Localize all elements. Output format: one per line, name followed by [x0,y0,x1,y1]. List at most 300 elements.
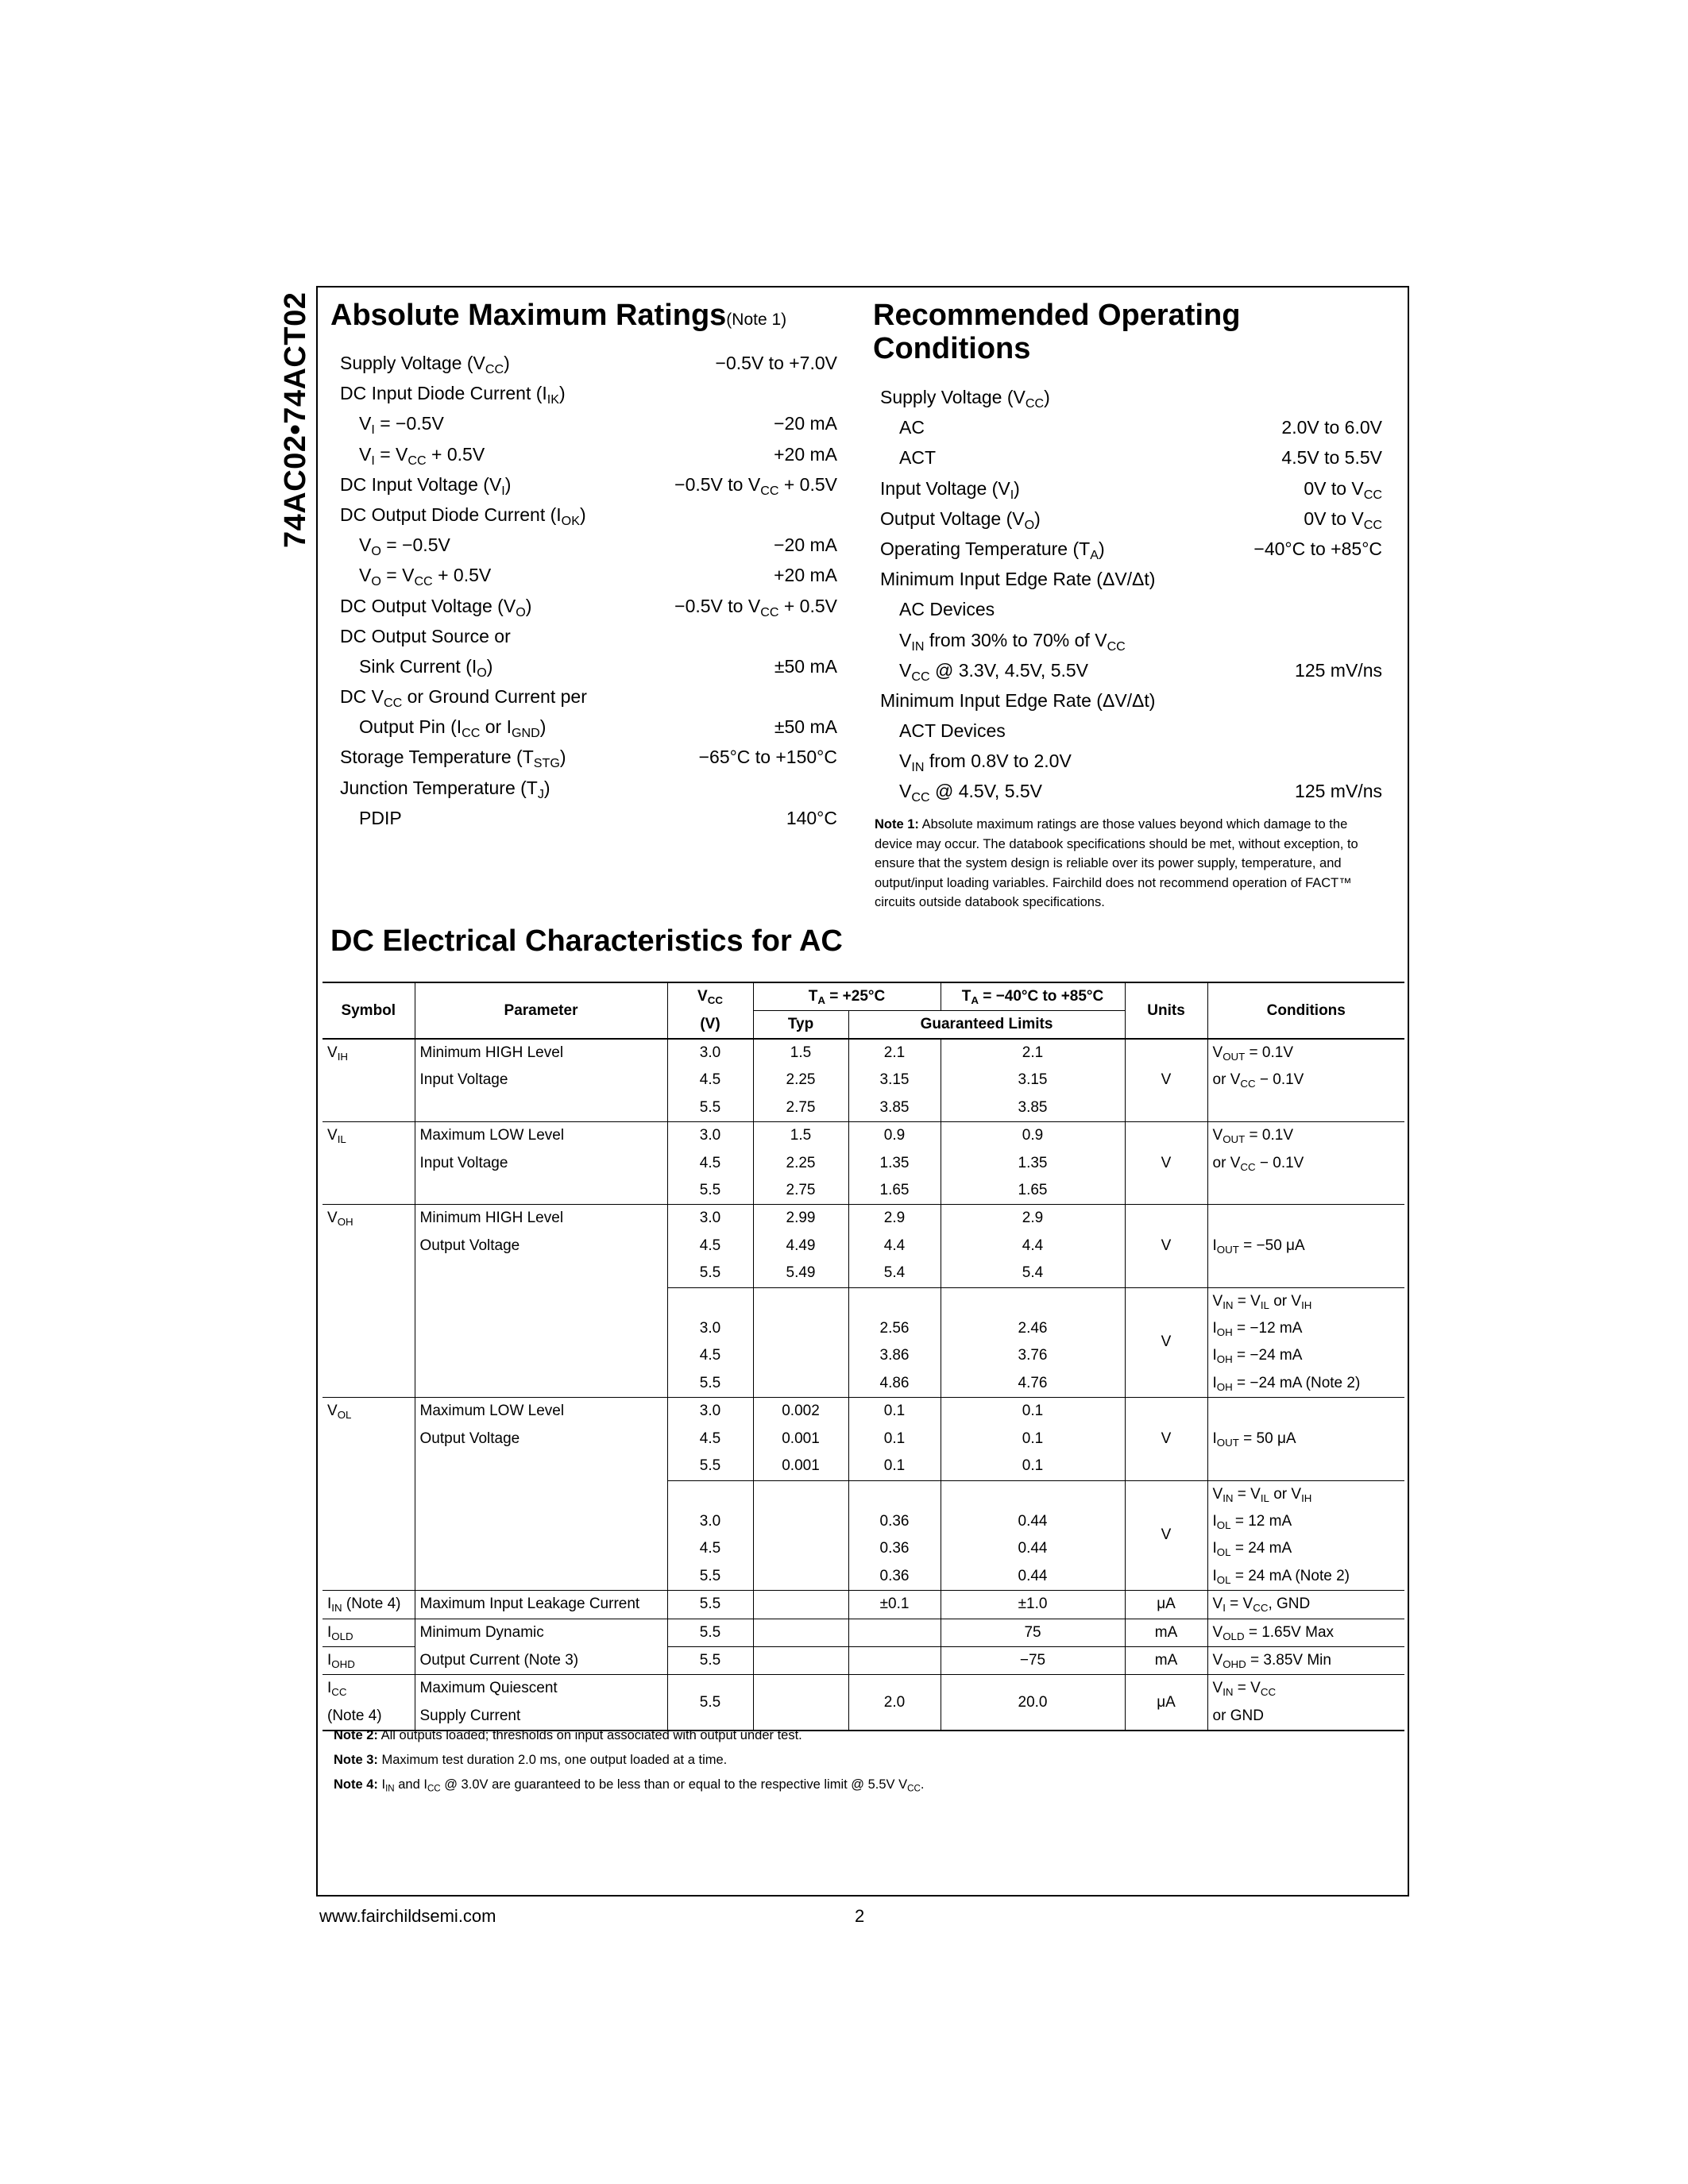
parameter-cell: Output Voltage [415,1233,667,1260]
amr-row [340,500,837,530]
limit-25-cell [848,1480,941,1508]
table-note-text: $I_{IN}$ and $I_{CC}$ @ 3.0V are guaranteed to be less than or equal to the respective limit @ 5.5V $V_{CC}$. [377,1777,925,1794]
roc-label: Supply Voltage $(V_{CC})$ [880,387,1050,411]
part-number-text: 74AC02•74ACT02 [279,291,312,548]
symbol-cell [323,1453,415,1480]
note-1-text: Absolute maximum ratings are those values beyond which damage to the device may occur. The databook specifications should be met, without exception, to ensure that the system design is reliable over its power supply, temperature, and output/input loading variables. Fairchild does not recommend operation of FACT™ circuits outside databook specifications. [875,817,1358,909]
limit-range-cell: 20.0 [941,1675,1125,1731]
conditions-cell: $I_{OH} = -12$ mA [1207,1315,1404,1342]
symbol-cell: $I_{OLD}$ [323,1619,415,1646]
conditions-cell: $I_{OUT} = 50$ μA [1207,1426,1404,1453]
parameter-cell: Output Voltage [415,1426,667,1453]
vcc-cell: 3.0 [667,1205,753,1233]
limit-25-cell: 3.85 [848,1094,941,1122]
symbol-cell [323,1067,415,1094]
typ-cell [753,1480,848,1508]
typ-cell: 2.75 [753,1094,848,1122]
conditions-cell: $I_{OH} = -24$ mA (Note 2) [1207,1370,1404,1398]
symbol-cell [323,1426,415,1453]
parameter-cell: Supply Current [415,1703,667,1731]
table-note-label: Note 3: [334,1753,378,1767]
roc-row [880,412,1382,442]
symbol-cell [323,1370,415,1398]
units-cell: V [1125,1122,1207,1205]
table-row [323,1453,1404,1480]
amr-row [340,712,837,742]
conditions-cell: $I_{OUT} = -50$ μA [1207,1233,1404,1260]
limit-range-cell: 0.44 [941,1535,1125,1562]
units-cell: μA [1125,1675,1207,1731]
limit-25-cell: 2.9 [848,1205,941,1233]
conditions-cell: or $V_{CC} - 0.1V$ [1207,1067,1404,1094]
roc-value: 4.5V to 5.5V [1281,447,1382,469]
vcc-cell [667,1480,753,1508]
symbol-cell: $V_{IL}$ [323,1122,415,1150]
typ-cell [753,1563,848,1591]
typ-cell: 2.99 [753,1205,848,1233]
roc-row [880,746,1382,776]
units-cell: mA [1125,1619,1207,1646]
conditions-cell: $I_{OL} = 24$ mA [1207,1535,1404,1562]
conditions-cell: or GND [1207,1703,1404,1731]
limit-25-cell: 0.36 [848,1535,941,1562]
amr-row [340,378,837,408]
roc-value: 125 mV/ns [1295,659,1382,681]
header-typ: Typ [753,1011,848,1040]
parameter-cell [415,1480,667,1508]
vcc-cell: 4.5 [667,1535,753,1562]
typ-cell: 4.49 [753,1233,848,1260]
roc-row [880,716,1382,746]
vcc-cell: 5.5 [667,1619,753,1646]
roc-label: AC Devices [899,599,995,620]
amr-value: +20 mA [774,443,837,465]
roc-label: Operating Temperature $(T_A)$ [880,538,1105,562]
symbol-cell [323,1094,415,1122]
limit-25-cell: 0.1 [848,1453,941,1480]
header-ta-range: $T_A = -40^\circ C$ to +85°C [941,982,1125,1011]
amr-row [340,591,837,621]
table-note-label: Note 4: [334,1777,378,1792]
dc-characteristics-table [323,982,1404,1731]
conditions-cell: $I_{OL} = 24$ mA (Note 2) [1207,1563,1404,1591]
parameter-cell: Input Voltage [415,1150,667,1177]
limit-range-cell: 1.65 [941,1177,1125,1205]
symbol-cell: $V_{OL}$ [323,1398,415,1426]
limit-25-cell: ±0.1 [848,1591,941,1619]
table-note [334,1773,924,1797]
roc-title-line1: Recommended Operating [873,299,1241,332]
limit-range-cell: 5.4 [941,1260,1125,1287]
amr-label: $V_O = V_{CC} + 0.5V$ [359,565,492,589]
symbol-cell [323,1287,415,1315]
units-cell: V [1125,1480,1207,1591]
roc-row [880,473,1382,504]
conditions-cell: $V_{IN} = V_{IL}$ or $V_{IH}$ [1207,1480,1404,1508]
amr-row [340,560,837,590]
amr-row [340,439,837,469]
limit-25-cell: 1.65 [848,1177,941,1205]
limit-25-cell: 0.1 [848,1398,941,1426]
amr-label: Sink Current $(I_O)$ [359,655,493,680]
roc-label: $V_{CC}$ @ 3.3V, 4.5V, 5.5V [899,659,1089,684]
table-note [334,1723,924,1748]
roc-value: 125 mV/ns [1295,781,1382,802]
amr-label: DC Output Voltage $(V_O)$ [340,595,532,619]
limit-range-cell: 2.1 [941,1039,1125,1067]
header-conditions: Conditions [1207,982,1404,1039]
parameter-cell: Minimum Dynamic [415,1619,667,1646]
vcc-cell: 5.5 [667,1563,753,1591]
vcc-cell: 5.5 [667,1370,753,1398]
vcc-cell [667,1287,753,1315]
symbol-cell [323,1233,415,1260]
roc-value: 0V to $V_{CC}$ [1304,477,1382,502]
limit-25-cell: 0.9 [848,1122,941,1150]
roc-value: 2.0V to 6.0V [1281,417,1382,438]
limit-25-cell: 3.86 [848,1342,941,1369]
table-row [323,1177,1404,1205]
amr-row [340,621,837,651]
typ-cell [753,1315,848,1342]
vcc-cell: 4.5 [667,1426,753,1453]
amr-heading [330,299,786,337]
roc-label: Minimum Input Edge Rate (ΔV/Δt) [880,569,1156,590]
typ-cell: 0.001 [753,1426,848,1453]
conditions-cell [1207,1398,1404,1426]
roc-label: Input Voltage $(V_I)$ [880,477,1020,502]
table-row [323,1233,1404,1260]
symbol-cell: (Note 4) [323,1703,415,1731]
roc-label: ACT [899,447,936,469]
amr-value: −0.5V to +7.0V [715,353,837,373]
conditions-cell: $I_{OL} = 12$ mA [1207,1508,1404,1535]
vcc-cell: 5.5 [667,1094,753,1122]
symbol-cell: $I_{CC}$ [323,1675,415,1703]
table-row [323,1122,1404,1150]
amr-label: DC Output Diode Current $(I_{OK})$ [340,504,586,528]
limit-range-cell: 0.9 [941,1122,1125,1150]
parameter-cell: Minimum HIGH Level [415,1039,667,1067]
symbol-cell [323,1150,415,1177]
table-row [323,1675,1404,1703]
vcc-cell: 4.5 [667,1067,753,1094]
table-row [323,1426,1404,1453]
table-notes [334,1723,924,1797]
amr-label: DC Output Source or [340,625,511,646]
limit-range-cell: 3.76 [941,1342,1125,1369]
roc-row [880,564,1382,594]
units-cell: V [1125,1398,1207,1480]
note-1-label: Note 1: [875,817,919,832]
limit-range-cell: 0.44 [941,1563,1125,1591]
limit-25-cell: 2.56 [848,1315,941,1342]
roc-label: Minimum Input Edge Rate (ΔV/Δt) [880,689,1156,711]
limit-25-cell: 4.86 [848,1370,941,1398]
table-row [323,1646,1404,1674]
parameter-cell [415,1315,667,1342]
typ-cell: 0.002 [753,1398,848,1426]
roc-heading [873,299,1240,365]
amr-value: ±50 mA [774,655,837,677]
parameter-cell [415,1260,667,1287]
conditions-cell: $V_{OHD} = 3.85V$ Min [1207,1646,1404,1674]
amr-label: DC $V_{CC}$ or Ground Current per [340,686,587,710]
units-cell: V [1125,1205,1207,1287]
symbol-cell [323,1315,415,1342]
amr-row [340,803,837,833]
conditions-cell [1207,1260,1404,1287]
table-row [323,1094,1404,1122]
header-vcc: $V_{CC}$ [667,982,753,1011]
roc-row [880,442,1382,473]
amr-label: DC Input Voltage $(V_I)$ [340,473,512,498]
amr-title: Absolute Maximum Ratings [330,299,727,332]
conditions-cell: or $V_{CC} - 0.1V$ [1207,1150,1404,1177]
symbol-cell: $I_{IN}$ (Note 4) [323,1591,415,1619]
typ-cell: 2.75 [753,1177,848,1205]
amr-label: Supply Voltage $(V_{CC})$ [340,353,510,376]
header-parameter: Parameter [415,982,667,1039]
footer-url[interactable]: www.fairchildsemi.com [319,1906,496,1926]
header-units: Units [1125,982,1207,1039]
typ-cell [753,1591,848,1619]
vcc-cell: 5.5 [667,1591,753,1619]
amr-label: Output Pin ($I_{CC}$ or $I_{GND}$) [359,716,547,741]
limit-25-cell [848,1646,941,1674]
header-guaranteed-limits: Guaranteed Limits [848,1011,1125,1040]
parameter-cell [415,1177,667,1205]
amr-value: −20 mA [774,534,837,556]
limit-range-cell [941,1287,1125,1315]
conditions-cell: $V_{OUT} = 0.1V$ [1207,1039,1404,1067]
units-cell: V [1125,1287,1207,1398]
parameter-cell: Output Current (Note 3) [415,1646,667,1674]
table-row [323,1398,1404,1426]
parameter-cell: Maximum Quiescent [415,1675,667,1703]
limit-25-cell: 0.36 [848,1508,941,1535]
amr-label: Junction Temperature $(T_J)$ [340,777,550,801]
vcc-cell: 3.0 [667,1508,753,1535]
typ-cell [753,1287,848,1315]
note-1 [875,815,1383,913]
amr-row [340,681,837,712]
parameter-cell [415,1563,667,1591]
conditions-cell: $I_{OH} = -24$ mA [1207,1342,1404,1369]
vcc-cell: 4.5 [667,1150,753,1177]
roc-row [880,776,1382,806]
amr-label: PDIP [359,807,402,828]
roc-label: $V_{IN}$ from 0.8V to 2.0V [899,751,1072,775]
symbol-cell [323,1260,415,1287]
limit-range-cell: 4.4 [941,1233,1125,1260]
roc-label: $V_{IN}$ from 30% to 70% of $V_{CC}$ [899,629,1126,654]
roc-title-line2: Conditions [873,332,1031,365]
limit-25-cell: 0.36 [848,1563,941,1591]
table-row [323,1563,1404,1591]
conditions-cell [1207,1177,1404,1205]
limit-range-cell: 3.15 [941,1067,1125,1094]
parameter-cell: Maximum LOW Level [415,1398,667,1426]
table-row [323,1315,1404,1342]
amr-value: 140°C [786,807,837,828]
vcc-cell: 5.5 [667,1675,753,1731]
typ-cell [753,1675,848,1731]
conditions-cell [1207,1453,1404,1480]
limit-25-cell: 5.4 [848,1260,941,1287]
table-row [323,1260,1404,1287]
amr-row [340,651,837,681]
table-row [323,1508,1404,1535]
table-note-text: Maximum test duration 2.0 ms, one output loaded at a time. [377,1753,728,1767]
table-row [323,1067,1404,1094]
limit-25-cell [848,1287,941,1315]
limit-range-cell: 0.44 [941,1508,1125,1535]
conditions-cell: $V_{IN} = V_{CC}$ [1207,1675,1404,1703]
limit-range-cell: 2.46 [941,1315,1125,1342]
parameter-cell [415,1453,667,1480]
table-row [323,1039,1404,1067]
vcc-cell: 3.0 [667,1122,753,1150]
roc-row [880,504,1382,534]
amr-value: −65°C to +150°C [698,747,837,768]
parameter-cell: Maximum LOW Level [415,1122,667,1150]
typ-cell: 2.25 [753,1150,848,1177]
roc-row [880,382,1382,412]
amr-label: $V_I = V_{CC} + 0.5V$ [359,443,485,468]
typ-cell [753,1342,848,1369]
vcc-cell: 5.5 [667,1453,753,1480]
page-number: 2 [855,1906,865,1926]
symbol-cell [323,1342,415,1369]
amr-row [340,408,837,438]
amr-label: $V_O = -0.5V$ [359,534,450,558]
amr-row [340,469,837,500]
header-symbol: Symbol [323,982,415,1039]
roc-value: 0V to $V_{CC}$ [1304,507,1382,532]
vcc-cell: 5.5 [667,1260,753,1287]
limit-range-cell: −75 [941,1646,1125,1674]
conditions-cell [1207,1094,1404,1122]
amr-row [340,530,837,560]
roc-row [880,534,1382,564]
typ-cell [753,1646,848,1674]
table-row [323,1480,1404,1508]
roc-row [880,685,1382,716]
table-note-label: Note 2: [334,1728,378,1742]
units-cell: V [1125,1039,1207,1122]
vcc-cell: 3.0 [667,1398,753,1426]
vcc-cell: 5.5 [667,1177,753,1205]
table-row [323,1150,1404,1177]
parameter-cell [415,1508,667,1535]
limit-25-cell: 4.4 [848,1233,941,1260]
roc-list [880,382,1382,807]
amr-list [340,348,837,833]
typ-cell [753,1535,848,1562]
amr-row [340,742,837,772]
roc-row [880,625,1382,655]
typ-cell [753,1508,848,1535]
roc-row [880,655,1382,685]
limit-range-cell: 75 [941,1619,1125,1646]
header-ta25: $T_A = +25^\circ C$ [753,982,941,1011]
limit-range-cell: 2.9 [941,1205,1125,1233]
amr-label: Storage Temperature $(T_{STG})$ [340,747,566,771]
typ-cell: 0.001 [753,1453,848,1480]
typ-cell [753,1619,848,1646]
amr-row [340,773,837,803]
units-cell: mA [1125,1646,1207,1674]
limit-range-cell: ±1.0 [941,1591,1125,1619]
vcc-cell: 4.5 [667,1342,753,1369]
typ-cell: 2.25 [753,1067,848,1094]
table-row [323,1342,1404,1369]
amr-value: +20 mA [774,565,837,586]
limit-25-cell [848,1619,941,1646]
table-row [323,1591,1404,1619]
typ-cell [753,1370,848,1398]
parameter-cell [415,1287,667,1315]
limit-range-cell [941,1480,1125,1508]
symbol-cell [323,1480,415,1508]
table-row [323,1205,1404,1233]
vcc-cell: 4.5 [667,1233,753,1260]
roc-row [880,594,1382,624]
typ-cell: 1.5 [753,1122,848,1150]
conditions-cell: $V_{OLD} = 1.65V$ Max [1207,1619,1404,1646]
conditions-cell: $V_{OUT} = 0.1V$ [1207,1122,1404,1150]
limit-range-cell: 3.85 [941,1094,1125,1122]
symbol-cell [323,1177,415,1205]
header-vcc-unit: (V) [667,1011,753,1040]
symbol-cell [323,1508,415,1535]
vcc-cell: 5.5 [667,1646,753,1674]
conditions-cell: $V_I = V_{CC}$, GND [1207,1591,1404,1619]
table-row [323,1370,1404,1398]
limit-range-cell: 1.35 [941,1150,1125,1177]
roc-label: $V_{CC}$ @ 4.5V, 5.5V [899,781,1043,805]
typ-cell: 1.5 [753,1039,848,1067]
table-note [334,1748,924,1773]
limit-range-cell: 0.1 [941,1453,1125,1480]
parameter-cell: Input Voltage [415,1067,667,1094]
roc-label: ACT Devices [899,720,1006,742]
amr-row [340,348,837,378]
roc-label: Output Voltage $(V_O)$ [880,507,1041,532]
units-cell: μA [1125,1591,1207,1619]
parameter-cell: Minimum HIGH Level [415,1205,667,1233]
parameter-cell [415,1370,667,1398]
vcc-cell: 3.0 [667,1315,753,1342]
vcc-cell: 3.0 [667,1039,753,1067]
parameter-cell [415,1535,667,1562]
amr-value: ±50 mA [774,716,837,738]
amr-value: −0.5V to $V_{CC} + 0.5V$ [674,595,837,619]
limit-25-cell: 0.1 [848,1426,941,1453]
limit-25-cell: 3.15 [848,1067,941,1094]
limit-25-cell: 2.0 [848,1675,941,1731]
symbol-cell: $V_{OH}$ [323,1205,415,1233]
limit-range-cell: 4.76 [941,1370,1125,1398]
limit-range-cell: 0.1 [941,1398,1125,1426]
amr-value: −20 mA [774,413,837,434]
symbol-cell [323,1563,415,1591]
table-note-text: All outputs loaded; thresholds on input associated with output under test. [377,1728,802,1742]
amr-value: −0.5V to $V_{CC} + 0.5V$ [674,473,837,498]
amr-label: $V_I = -0.5V$ [359,413,444,438]
symbol-cell: $V_{IH}$ [323,1039,415,1067]
